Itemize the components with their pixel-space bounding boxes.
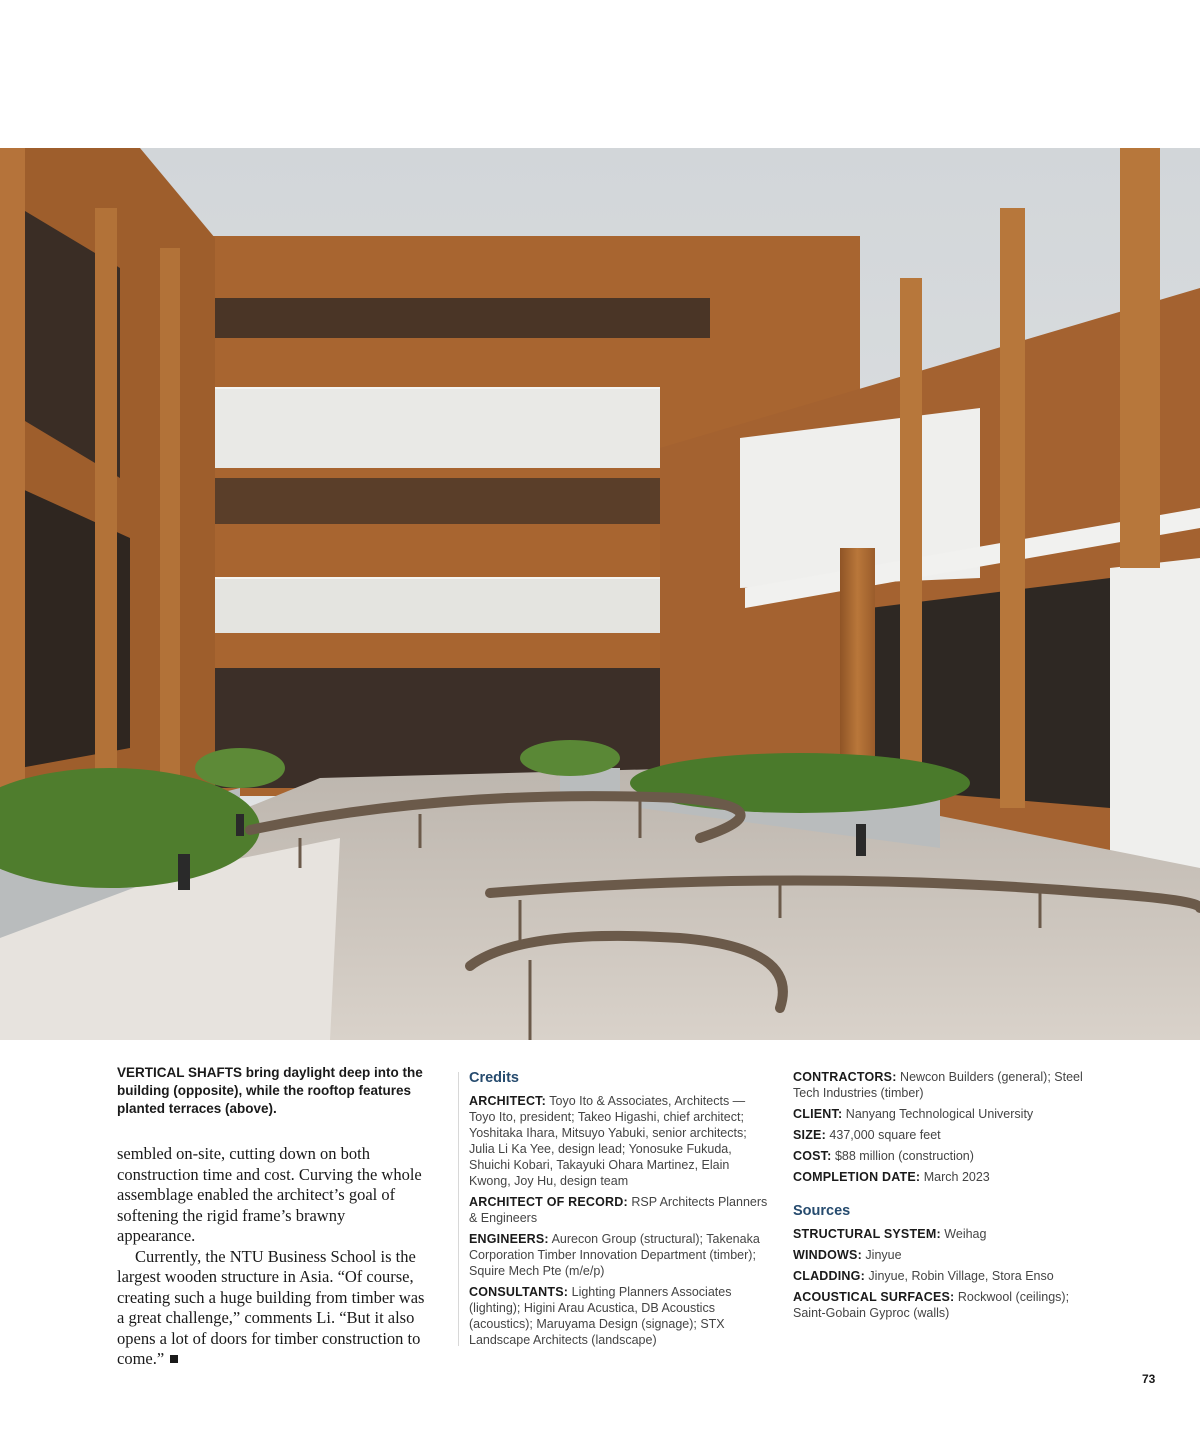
project-label: COMPLETION DATE:: [793, 1170, 921, 1184]
credit-value: Aurecon Group (structural); Takenaka Corporation Timber Innovation Department (timber); Squire Mech Pte (m/e/p): [469, 1232, 760, 1278]
source-entry: [793, 1247, 1093, 1263]
project-value: 437,000 square feet: [825, 1128, 941, 1142]
body-paragraph-2: [117, 1247, 425, 1370]
source-label: CLADDING:: [793, 1269, 865, 1283]
credit-entry: [469, 1231, 774, 1279]
project-entry: [793, 1169, 1093, 1185]
sources-title: Sources: [793, 1203, 851, 1219]
source-label: WINDOWS:: [793, 1248, 862, 1262]
project-entry: [793, 1148, 1093, 1164]
project-entry: [793, 1106, 1093, 1122]
project-label: CONTRACTORS:: [793, 1070, 897, 1084]
project-value: $88 million (construction): [831, 1149, 974, 1163]
source-entry: [793, 1268, 1093, 1284]
credit-value: Toyo Ito & Associates, Architects — Toyo Ito, president; Takeo Higashi, chief architect; Yoshitaka Ihara, Mitsuyo Yabuki, senior architects; Julia Li Ka Yee, design lead; Yonosuke Fukuda, Shuichi Kobari, Takayuki Ohara Martinez, Elain Kwong, Joy Hu, design team: [469, 1094, 747, 1188]
credit-entry: [469, 1284, 774, 1348]
project-value: March 2023: [920, 1170, 990, 1184]
source-value: Rockwool (ceilings); Saint-Gobain Gyproc (walls): [793, 1290, 1070, 1320]
credit-label: ENGINEERS:: [469, 1232, 549, 1246]
project-entry: [793, 1127, 1093, 1143]
credit-entry: [469, 1093, 774, 1189]
body-paragraph-2-text: Currently, the NTU Business School is the largest wooden structure in Asia. “Of course, creating such a huge building from timber was a great challenge,” comments Li. “But it also opens a lot of doors for timber construction to come.”: [117, 1246, 425, 1368]
credit-value: Lighting Planners Associates (lighting); Higini Arau Acustica, DB Acoustics (acoustics); Maruyama Design (signage); STX Landscape Architects (landscape): [469, 1285, 732, 1347]
body-paragraph-1: sembled on-site, cutting down on both construction time and cost. Curving the whole assemblage enabled the architect’s goal of softening the rigid frame’s brawny appearance.: [117, 1144, 422, 1245]
credit-entry: [469, 1194, 774, 1226]
project-label: COST:: [793, 1149, 832, 1163]
column-divider: [458, 1072, 459, 1346]
source-label: ACOUSTICAL SURFACES:: [793, 1290, 955, 1304]
project-value: Newcon Builders (general); Steel Tech Industries (timber): [793, 1070, 1083, 1100]
source-label: STRUCTURAL SYSTEM:: [793, 1227, 941, 1241]
project-entry: [793, 1069, 1093, 1101]
project-label: SIZE:: [793, 1128, 826, 1142]
source-value: Jinyue, Robin Village, Stora Enso: [864, 1269, 1054, 1283]
caption-text: bring daylight deep into the building (opposite), while the rooftop features planted terraces (above).: [117, 1065, 423, 1116]
project-label: CLIENT:: [793, 1107, 843, 1121]
project-value: Nanyang Technological University: [842, 1107, 1034, 1121]
source-value: Weihag: [940, 1227, 987, 1241]
caption-lead: VERTICAL SHAFTS: [117, 1065, 243, 1080]
article-body: [117, 1144, 425, 1370]
courtyard-illustration: [0, 148, 1200, 1040]
credit-label: CONSULTANTS:: [469, 1285, 569, 1299]
credits-column: [469, 1069, 774, 1353]
end-mark-icon: [170, 1355, 178, 1363]
photo-caption: [117, 1064, 437, 1118]
source-value: Jinyue: [861, 1248, 902, 1262]
project-column: [793, 1069, 1093, 1326]
source-entry: [793, 1226, 1093, 1242]
page-number: 73: [1142, 1372, 1156, 1386]
credits-title: Credits: [469, 1070, 519, 1086]
credit-value: RSP Architects Planners & Engineers: [469, 1195, 768, 1225]
credit-label: ARCHITECT:: [469, 1094, 546, 1108]
credit-label: ARCHITECT OF RECORD:: [469, 1195, 628, 1209]
courtyard-photo: [0, 148, 1200, 1040]
source-entry: [793, 1289, 1093, 1321]
